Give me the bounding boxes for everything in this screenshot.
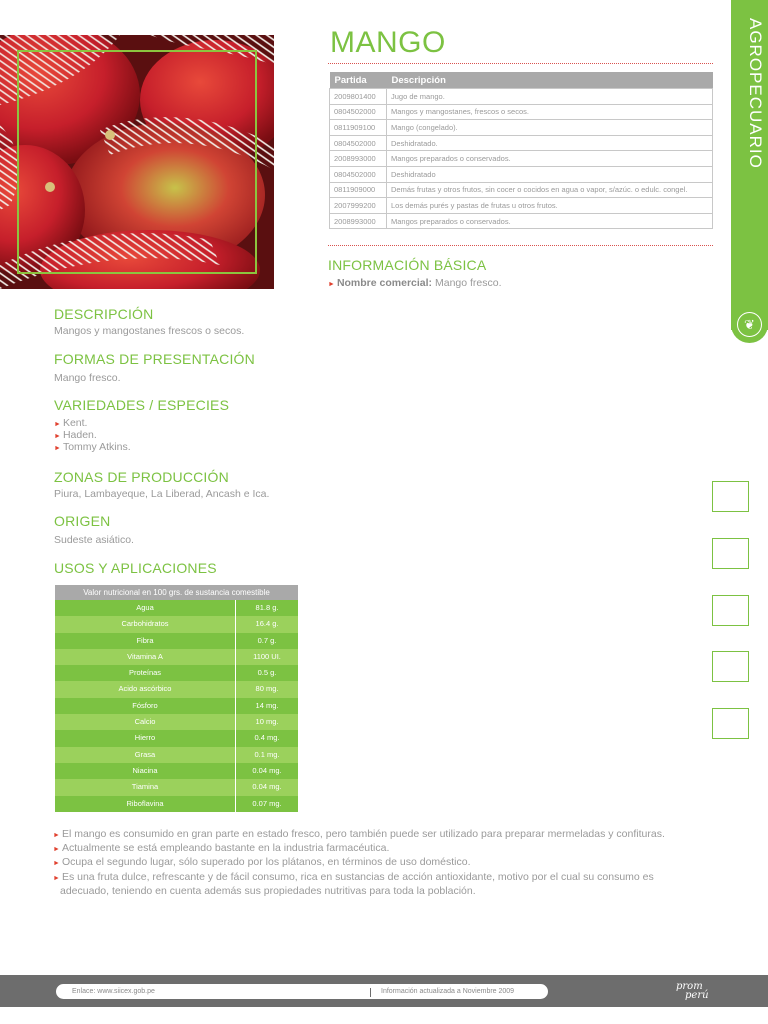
page-title: MANGO (330, 26, 446, 59)
nutrient-name: Riboflavina (126, 798, 164, 808)
nutrition-table (55, 585, 298, 812)
nutrient-name: Niacina (132, 765, 158, 775)
bullet-arrow-icon: ► (53, 874, 60, 882)
nutrient-value: 0.5 g. (235, 665, 298, 681)
column-header-descripcion: Descripción (387, 72, 713, 89)
category-label: AGROPECUARIO (746, 18, 765, 169)
side-checkbox-4 (712, 651, 749, 682)
partida-code: 0804502000 (330, 166, 387, 182)
partida-description: Mango (congelado). (387, 120, 713, 136)
info-heading: INFORMACIÓN BÁSICA (328, 257, 487, 273)
footer-separator (370, 988, 371, 997)
use-text: El mango es consumido en gran parte en estado fresco, pero también puede ser utilizado para preparar mermeladas y confituras. (61, 828, 665, 840)
info-commercial-name (328, 277, 502, 289)
table-row (55, 779, 298, 795)
nutrient-name: Fósforo (132, 700, 158, 710)
descripcion-text: Mangos y mangostanes frescos o secos. (54, 325, 245, 337)
category-badge (731, 306, 768, 343)
footer-updated: Información actualizada a Noviembre 2009 (381, 988, 515, 995)
nutrient-name: Agua (136, 603, 154, 612)
partida-code: 0804502000 (330, 104, 387, 120)
nutrition-table-title: Valor nutricional en 100 grs. de sustancia comestible (55, 585, 298, 600)
nutrient-name: Calcio (134, 717, 156, 727)
table-row (330, 135, 713, 151)
list-item (53, 856, 713, 870)
nutrient-value: 16.4 g. (235, 616, 298, 632)
nutrient-value: 14 mg. (235, 698, 298, 714)
variety-text: Tommy Atkins. (62, 441, 131, 453)
table-row (55, 665, 298, 681)
table-row (55, 616, 298, 632)
side-checkbox-1 (712, 481, 749, 512)
formas-text: Mango fresco. (54, 372, 121, 384)
nutrient-value: 10 mg. (235, 714, 298, 730)
table-row (330, 166, 713, 182)
table-row (55, 747, 298, 763)
partida-description: Mangos preparados o conservados. (387, 151, 713, 167)
grapes-icon: ❦ (737, 312, 762, 337)
table-row (55, 698, 298, 714)
table-row (55, 763, 298, 779)
nutrient-name: Vitamina A (127, 651, 163, 661)
list-item (54, 441, 131, 455)
variety-text: Kent. (62, 417, 88, 429)
table-row (330, 104, 713, 120)
bullet-arrow-icon: ► (53, 832, 60, 839)
use-text: Actualmente se está empleando bastante en la industria farmacéutica. (61, 842, 390, 855)
origen-text: Sudeste asiático. (54, 534, 134, 546)
zonas-text: Piura, Lambayeque, La Liberad, Ancash e Ica. (54, 488, 270, 500)
table-row (330, 182, 713, 198)
partida-description: Los demás purés y pastas de frutas u otros frutos. (387, 198, 713, 214)
uses-list (53, 828, 713, 897)
table-row (55, 649, 298, 665)
bullet-arrow-icon: ► (53, 846, 60, 854)
info-label: Nombre comercial: (336, 277, 433, 289)
partida-code: 0811909000 (330, 182, 387, 198)
list-item-continuation: adecuado, teniendo en cuenta además sus propiedades nutritivas para toda la población. (60, 884, 476, 897)
footer-link[interactable]: Enlace: www.siicex.gob.pe (72, 988, 155, 995)
descripcion-heading: DESCRIPCIÓN (54, 306, 154, 322)
nutrient-name: Fibra (136, 635, 154, 645)
nutrient-name: Hierro (134, 733, 156, 743)
partida-description: Jugo de mango. (387, 89, 713, 105)
nutrient-value: 0.7 g. (235, 633, 298, 649)
partida-code: 2007999200 (330, 198, 387, 214)
partida-description: Deshidratado (387, 166, 713, 182)
table-row (330, 120, 713, 136)
nutrient-name: Acido ascórbico (118, 684, 172, 694)
nutrient-value: 0.1 mg. (235, 747, 298, 763)
table-row (330, 213, 713, 229)
mango-photo (0, 35, 274, 289)
table-header-row (330, 72, 713, 89)
nutrient-name: Tiamina (131, 782, 159, 792)
nutrient-value: 0.04 mg. (235, 763, 298, 779)
title-divider (328, 63, 713, 64)
list-item (53, 871, 713, 885)
bullet-arrow-icon: ► (54, 433, 61, 440)
partida-code: 2009801400 (330, 89, 387, 105)
footer (0, 975, 768, 1007)
promperu-logo (676, 982, 709, 1000)
table-row (330, 151, 713, 167)
partida-description: Deshidratado. (387, 135, 713, 151)
nutrient-value: 0.07 mg. (235, 796, 298, 812)
zonas-heading: ZONAS DE PRODUCCIÓN (54, 469, 229, 485)
nutrient-value: 81.8 g. (235, 600, 298, 616)
nutrient-name: Grasa (134, 749, 156, 759)
partida-description: Mangos y mangostanes, frescos o secos. (387, 104, 713, 120)
side-checkbox-2 (712, 538, 749, 569)
table-row (55, 633, 298, 649)
table-row (55, 714, 298, 730)
nutrient-name: Proteínas (128, 668, 162, 678)
footer-info-bar (56, 984, 548, 999)
nutrient-value: 1100 UI. (235, 649, 298, 665)
info-value: Mango fresco. (432, 277, 502, 289)
variedades-heading: VARIEDADES / ESPECIES (54, 397, 230, 413)
partidas-table (329, 72, 713, 229)
table-row (55, 796, 298, 812)
nutrient-value: 80 mg. (235, 681, 298, 697)
side-checkbox-5 (712, 708, 749, 739)
table-row (330, 89, 713, 105)
origen-heading: ORIGEN (54, 513, 111, 529)
table-divider (328, 245, 713, 246)
bullet-arrow-icon: ► (54, 445, 61, 452)
nutrient-name: Carbohidratos (121, 619, 169, 629)
table-row (330, 198, 713, 214)
logo-line-1: prom (676, 981, 703, 992)
partida-code: 0811909100 (330, 120, 387, 136)
table-row (55, 730, 298, 746)
partida-description: Demás frutas y otros frutos, sin cocer o cocidos en agua o vapor, s/azúc. o edulc. congel. (387, 182, 713, 198)
side-checkbox-3 (712, 595, 749, 626)
partida-code: 2008993000 (330, 151, 387, 167)
column-header-partida: Partida (330, 72, 387, 89)
bullet-arrow-icon: ► (328, 281, 335, 288)
usos-heading: USOS Y APLICACIONES (54, 560, 217, 576)
table-row (55, 600, 298, 616)
nutrient-value: 0.4 mg. (235, 730, 298, 746)
partida-code: 2008993000 (330, 213, 387, 229)
use-text: Ocupa el segundo lugar, sólo superado por los plátanos, en términos de uso doméstico. (61, 856, 471, 869)
formas-heading: FORMAS DE PRESENTACIÓN (54, 351, 255, 367)
nutrient-value: 0.04 mg. (235, 779, 298, 795)
use-text: Es una fruta dulce, refrescante y de fácil consumo, rica en sustancias de acción antioxidante, motivo por el cual su consumo es (61, 870, 654, 883)
list-item (53, 828, 713, 842)
partida-description: Mangos preparados o conservados. (387, 213, 713, 229)
logo-line-2: perú (685, 990, 709, 1001)
partida-code: 0804502000 (330, 135, 387, 151)
bullet-arrow-icon: ► (53, 860, 60, 868)
table-row (55, 681, 298, 697)
bullet-arrow-icon: ► (54, 421, 61, 428)
variety-text: Haden. (62, 429, 97, 441)
list-item (53, 842, 713, 856)
